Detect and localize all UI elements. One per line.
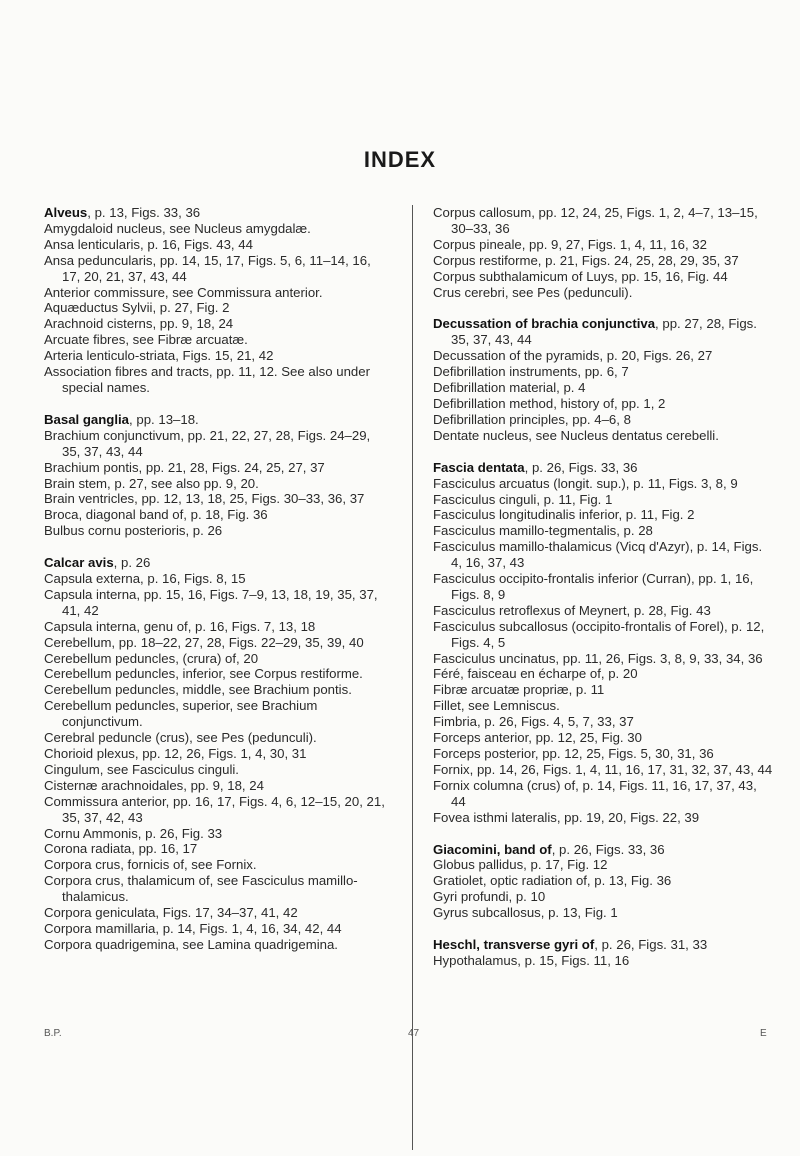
index-entry: [44, 555, 386, 571]
index-entry: [433, 937, 773, 953]
index-entry-text: Ansa lenticularis, p. 16, Figs. 43, 44: [44, 236, 253, 252]
index-entry-text: Bulbus cornu posterioris, p. 26: [44, 523, 223, 539]
index-entry-text: Hypothalamus, p. 15, Figs. 11, 16: [433, 952, 630, 968]
index-entry: [433, 316, 773, 348]
index-entry-text: Gratiolet, optic radiation of, p. 13, Fig. 36: [433, 873, 672, 889]
section-gap: [433, 300, 773, 316]
index-entry: [433, 428, 773, 444]
index-entry: [433, 539, 773, 571]
index-entry: [44, 364, 386, 396]
index-column-right: [433, 205, 773, 969]
index-entry-text: Fillet, see Lemniscus.: [433, 698, 560, 714]
section-gap: [44, 396, 386, 412]
index-entry: [433, 492, 773, 508]
index-entry-text: , pp. 27, 28, Figs. 35, 37, 43, 44: [451, 316, 757, 348]
page-title: INDEX: [363, 147, 437, 172]
index-entry-text: Corpus callosum, pp. 12, 24, 25, Figs. 1, 2, 4–7, 13–15, 30–33, 36: [433, 205, 758, 236]
index-entry: [433, 810, 773, 826]
index-entry: [433, 476, 773, 492]
index-entry-text: Corpus subthalamicum of Luys, pp. 15, 16, Fig. 44: [433, 268, 728, 284]
index-entry-text: Féré, faisceau en écharpe of, p. 20: [433, 666, 638, 682]
index-entry-text: Cisternæ arachnoidales, pp. 9, 18, 24: [44, 777, 264, 793]
column-divider: [412, 205, 413, 1150]
index-entry: [44, 666, 386, 682]
index-entry: [44, 460, 386, 476]
index-entry-heading: Alveus: [44, 205, 88, 220]
index-entry: [433, 698, 773, 714]
index-entry-text: Brain ventricles, pp. 12, 13, 18, 25, Figs. 30–33, 36, 37: [44, 491, 365, 507]
index-entry: [433, 778, 773, 810]
index-entry-text: Forceps posterior, pp. 12, 25, Figs. 5, 30, 31, 36: [433, 746, 714, 761]
index-entry: [433, 746, 773, 762]
index-entry: [433, 396, 773, 412]
index-entry: [44, 651, 386, 667]
index-entry: [44, 873, 386, 905]
index-entry: [433, 905, 773, 921]
index-entry-text: Defibrillation material, p. 4: [433, 380, 586, 396]
index-entry: [433, 507, 773, 523]
index-entry: [44, 698, 386, 730]
section-gap: [433, 921, 773, 937]
index-entry: [44, 635, 386, 651]
index-entry: [44, 491, 386, 507]
index-entry-text: Corpus restiforme, p. 21, Figs. 24, 25, 28, 29, 35, 37: [433, 252, 739, 268]
index-entry-text: Fimbria, p. 26, Figs. 4, 5, 7, 33, 37: [433, 714, 634, 730]
index-entry: [433, 269, 773, 285]
index-entry-text: Cornu Ammonis, p. 26, Fig. 33: [44, 825, 223, 841]
index-entry-text: Fovea isthmi lateralis, pp. 19, 20, Figs. 22, 39: [433, 809, 700, 825]
index-entry-text: Defibrillation instruments, pp. 6, 7: [433, 364, 629, 380]
index-entry-text: Fornix, pp. 14, 26, Figs. 1, 4, 11, 16, 17, 31, 32, 37, 43, 44: [433, 761, 773, 777]
index-entry-text: Anterior commissure, see Commissura anterior.: [44, 284, 323, 300]
index-entry-text: Arteria lenticulo-striata, Figs. 15, 21, 42: [44, 348, 274, 364]
index-entry-text: Decussation of the pyramids, p. 20, Figs. 26, 27: [433, 348, 713, 364]
index-entry-text: Cerebellum, pp. 18–22, 27, 28, Figs. 22–29, 35, 39, 40: [44, 634, 364, 650]
index-entry: [433, 666, 773, 682]
index-entry-text: Capsula externa, p. 16, Figs. 8, 15: [44, 571, 246, 587]
index-entry: [44, 826, 386, 842]
index-entry-text: Ansa peduncularis, pp. 14, 15, 17, Figs. 5, 6, 11–14, 16, 17, 20, 21, 37, 43, 44: [44, 252, 371, 284]
index-entry: [433, 348, 773, 364]
index-entry-text: Corpora crus, thalamicum of, see Fasciculus mamillo-thalamicus.: [44, 873, 358, 905]
index-entry-text: Fasciculus occipito-frontalis inferior (Curran), pp. 1, 16, Figs. 8, 9: [433, 571, 754, 602]
index-entry: [44, 746, 386, 762]
index-entry: [433, 619, 773, 651]
index-entry-text: Cerebral peduncle (crus), see Pes (pedunculi).: [44, 730, 317, 746]
index-entry: [44, 476, 386, 492]
index-entry: [44, 571, 386, 587]
index-entry-text: Cerebellum peduncles, (crura) of, 20: [44, 650, 259, 666]
index-entry-text: Fasciculus retroflexus of Meynert, p. 28, Fig. 43: [433, 602, 711, 618]
section-gap: [433, 444, 773, 460]
index-entry-text: Fasciculus uncinatus, pp. 11, 26, Figs. 3, 8, 9, 33, 34, 36: [433, 650, 763, 666]
index-entry-text: , p. 26, Figs. 33, 36: [524, 459, 638, 475]
index-entry-text: , p. 13, Figs. 33, 36: [87, 205, 201, 220]
index-entry-text: , p. 26, Figs. 33, 36: [551, 841, 665, 857]
index-entry: [44, 921, 386, 937]
index-entry: [44, 253, 386, 285]
page-number: 47: [408, 1028, 420, 1039]
index-entry: [433, 889, 773, 905]
index-entry: [433, 603, 773, 619]
index-entry-text: , p. 26, Figs. 31, 33: [594, 937, 708, 953]
index-entry-text: Fasciculus longitudinalis inferior, p. 11, Fig. 2: [433, 507, 695, 523]
index-entry: [433, 412, 773, 428]
index-entry-text: Aquæductus Sylvii, p. 27, Fig. 2: [44, 300, 230, 316]
gathering-mark: E: [760, 1028, 767, 1039]
index-entry-text: Chorioid plexus, pp. 12, 26, Figs. 1, 4, 30, 31: [44, 746, 307, 761]
index-entry-text: Corpus pineale, pp. 9, 27, Figs. 1, 4, 11, 16, 32: [433, 236, 707, 252]
index-entry-text: Corona radiata, pp. 16, 17: [44, 841, 198, 857]
index-entry: [433, 364, 773, 380]
index-entry-text: Arcuate fibres, see Fibræ arcuatæ.: [44, 332, 248, 348]
index-entry-heading: Heschl, transverse gyri of: [433, 937, 595, 953]
index-entry-text: Globus pallidus, p. 17, Fig. 12: [433, 857, 608, 873]
index-entry-text: Brachium pontis, pp. 21, 28, Figs. 24, 25, 27, 37: [44, 459, 325, 475]
index-entry: [44, 857, 386, 873]
index-entry-text: Capsula interna, pp. 15, 16, Figs. 7–9, 13, 18, 19, 35, 37, 41, 42: [44, 586, 378, 618]
index-entry-text: Association fibres and tracts, pp. 11, 12. See also under special names.: [44, 364, 370, 395]
index-entry: [433, 205, 773, 237]
index-entry-text: Broca, diagonal band of, p. 18, Fig. 36: [44, 507, 268, 523]
index-column-left: [44, 205, 386, 953]
index-entry: [44, 507, 386, 523]
index-entry: [44, 300, 386, 316]
index-entry: [433, 523, 773, 539]
index-entry-text: Forceps anterior, pp. 12, 25, Fig. 30: [433, 730, 642, 746]
index-entry: [433, 380, 773, 396]
index-entry: [44, 316, 386, 332]
index-entry: [433, 253, 773, 269]
index-entry-text: Gyri profundi, p. 10: [433, 889, 546, 905]
index-entry: [44, 778, 386, 794]
index-entry-text: Corpora geniculata, Figs. 17, 34–37, 41, 42: [44, 905, 298, 921]
index-entry: [433, 857, 773, 873]
index-entry: [433, 842, 773, 858]
index-entry: [433, 730, 773, 746]
index-entry-text: Cerebellum peduncles, inferior, see Corpus restiforme.: [44, 666, 363, 682]
index-entry-text: Crus cerebri, see Pes (pedunculi).: [433, 284, 633, 300]
index-entry-heading: Giacomini, band of: [433, 841, 552, 857]
index-entry: [433, 285, 773, 301]
index-entry: [44, 730, 386, 746]
index-entry: [433, 651, 773, 667]
index-entry-text: Fasciculus subcallosus (occipito-frontalis of Forel), p. 12, Figs. 4, 5: [433, 618, 765, 650]
index-entry-text: Amygdaloid nucleus, see Nucleus amygdalæ.: [44, 220, 311, 236]
index-entry-text: Cerebellum peduncles, middle, see Brachium pontis.: [44, 682, 352, 698]
index-entry: [433, 714, 773, 730]
index-entry: [433, 682, 773, 698]
index-entry-text: Gyrus subcallosus, p. 13, Fig. 1: [433, 905, 618, 921]
index-entry-text: Fornix columna (crus) of, p. 14, Figs. 11, 16, 17, 37, 43, 44: [433, 777, 757, 809]
index-entry: [44, 285, 386, 301]
index-entry-text: Defibrillation principles, pp. 4–6, 8: [433, 411, 631, 427]
index-entry-text: , p. 26: [113, 555, 151, 571]
index-entry: [433, 237, 773, 253]
index-entry: [433, 762, 773, 778]
index-entry-text: Arachnoid cisterns, pp. 9, 18, 24: [44, 316, 234, 332]
signature-mark: B.P.: [44, 1028, 62, 1039]
index-entry-text: , pp. 13–18.: [129, 411, 199, 427]
index-entry: [44, 523, 386, 539]
index-entry: [44, 332, 386, 348]
index-entry-text: Fasciculus cinguli, p. 11, Fig. 1: [433, 491, 613, 507]
index-entry: [433, 873, 773, 889]
index-entry: [44, 587, 386, 619]
section-gap: [433, 826, 773, 842]
index-entry-text: Fasciculus mamillo-thalamicus (Vicq d'Azyr), p. 14, Figs. 4, 16, 37, 43: [433, 539, 763, 571]
index-entry: [44, 348, 386, 364]
index-entry: [44, 412, 386, 428]
index-entry-text: Defibrillation method, history of, pp. 1, 2: [433, 395, 666, 411]
index-entry: [44, 619, 386, 635]
index-entry-text: Fasciculus mamillo-tegmentalis, p. 28: [433, 523, 653, 539]
index-entry: [44, 794, 386, 826]
index-entry-text: Cerebellum peduncles, superior, see Brachium conjunctivum.: [44, 698, 318, 730]
index-entry-heading: Decussation of brachia conjunctiva: [433, 316, 656, 332]
index-entry: [433, 571, 773, 603]
index-entry: [44, 221, 386, 237]
index-entry-text: Corpora crus, fornicis of, see Fornix.: [44, 857, 257, 873]
index-entry-text: Cingulum, see Fasciculus cinguli.: [44, 761, 239, 777]
index-entry-text: Brain stem, p. 27, see also pp. 9, 20.: [44, 475, 259, 491]
index-entry: [44, 237, 386, 253]
section-gap: [44, 539, 386, 555]
index-entry-text: Corpora quadrigemina, see Lamina quadrigemina.: [44, 936, 338, 952]
index-entry: [44, 428, 386, 460]
index-entry-text: Fibræ arcuatæ propriæ, p. 11: [433, 682, 605, 698]
index-entry: [44, 905, 386, 921]
index-entry: [44, 841, 386, 857]
index-entry: [44, 937, 386, 953]
index-entry: [44, 205, 386, 221]
index-entry-text: Fasciculus arcuatus (longit. sup.), p. 11, Figs. 3, 8, 9: [433, 475, 738, 491]
index-entry-text: Corpora mamillaria, p. 14, Figs. 1, 4, 16, 34, 42, 44: [44, 920, 342, 936]
index-entry-text: Dentate nucleus, see Nucleus dentatus cerebelli.: [433, 427, 719, 443]
index-entry-text: Capsula interna, genu of, p. 16, Figs. 7, 13, 18: [44, 618, 316, 634]
index-entry: [433, 460, 773, 476]
index-entry-heading: Calcar avis: [44, 555, 114, 571]
index-entry: [44, 762, 386, 778]
index-entry: [44, 682, 386, 698]
index-entry-text: Commissura anterior, pp. 16, 17, Figs. 4, 6, 12–15, 20, 21, 35, 37, 42, 43: [44, 793, 385, 825]
index-entry: [433, 953, 773, 969]
index-entry-heading: Basal ganglia: [44, 411, 130, 427]
index-entry-heading: Fascia dentata: [433, 459, 525, 475]
index-entry-text: Brachium conjunctivum, pp. 21, 22, 27, 28, Figs. 24–29, 35, 37, 43, 44: [44, 427, 371, 459]
